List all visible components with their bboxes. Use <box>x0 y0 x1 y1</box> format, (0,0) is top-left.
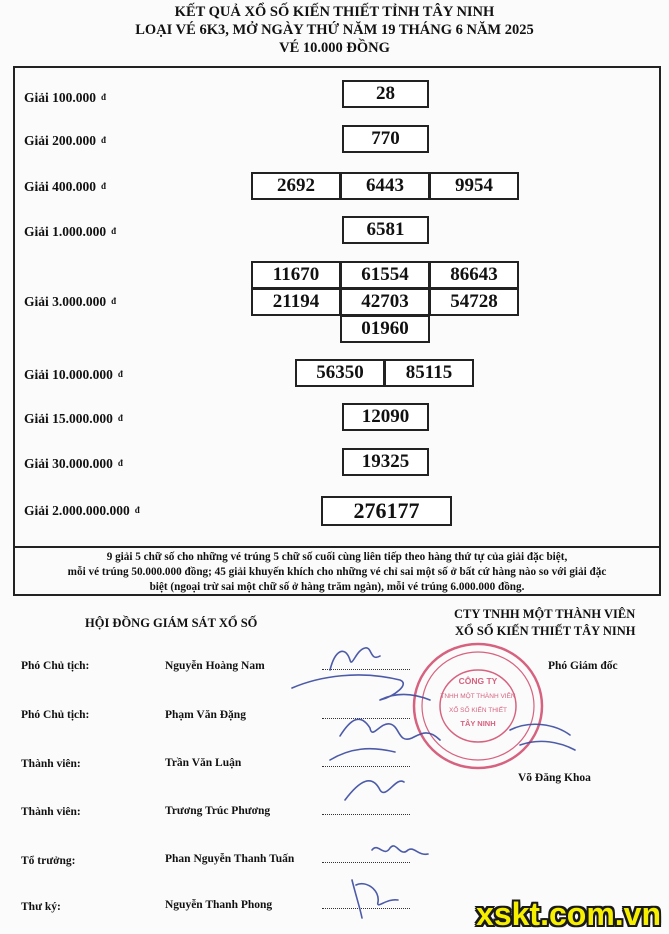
member-name: Phan Nguyễn Thanh Tuấn <box>165 853 295 865</box>
prize-label: Giải 15.000.000 đ <box>24 411 123 426</box>
prize-number: 12090 <box>342 403 429 431</box>
member-role: Phó Chủ tịch: <box>21 660 90 672</box>
prize-number: 56350 <box>295 359 385 387</box>
company-line-1: CTY TNHH MỘT THÀNH VIÊN <box>454 607 636 621</box>
member-name: Nguyễn Thanh Phong <box>165 899 273 911</box>
svg-text:TNHH MỘT THÀNH VIÊN: TNHH MỘT THÀNH VIÊN <box>440 693 516 700</box>
header-line-2: LOẠI VÉ 6K3, MỞ NGÀY THỨ NĂM 19 THÁNG 6 NĂM 2025 <box>135 22 534 38</box>
company-stamp <box>414 644 542 768</box>
special-prize-number: 276177 <box>321 496 452 526</box>
prize-number: 9954 <box>429 172 519 200</box>
svg-text:XỔ SỐ KIẾN THIẾT: XỔ SỐ KIẾN THIẾT <box>448 707 508 714</box>
member-role: Thư ký: <box>21 901 61 913</box>
prize-number: 85115 <box>384 359 474 387</box>
prize-number: 61554 <box>340 261 430 289</box>
svg-text:CÔNG TY: CÔNG TY <box>458 676 498 686</box>
prize-label: Giải 3.000.000 đ <box>24 294 117 309</box>
header-line-1: KẾT QUẢ XỔ SỐ KIẾN THIẾT TỈNH TÂY NINH <box>174 4 495 20</box>
header-line-3: VÉ 10.000 ĐỒNG <box>279 40 390 56</box>
prize-label: Giải 200.000 đ <box>24 133 107 148</box>
prize-number: 01960 <box>340 315 430 343</box>
prize-label: Giải 30.000.000 đ <box>24 456 123 471</box>
special-prize-label: Giải 2.000.000.000 đ <box>24 503 140 518</box>
prize-label: Giải 100.000 đ <box>24 90 107 105</box>
member-role: Phó Chủ tịch: <box>21 709 90 721</box>
prize-label: Giải 400.000 đ <box>24 179 107 194</box>
prize-number: 6443 <box>340 172 430 200</box>
member-name: Nguyễn Hoàng Nam <box>165 660 265 672</box>
company-position: Phó Giám đốc <box>548 660 618 672</box>
note-line: mỗi vé trúng 50.000.000 đồng; 45 giải khuyến khích cho những vé chỉ sai một số ở bất cứ hàng nào so với giải đặc <box>67 566 607 578</box>
prize-number: 21194 <box>251 288 341 316</box>
prize-label: Giải 1.000.000 đ <box>24 224 117 239</box>
council-title: HỘI ĐỒNG GIÁM SÁT XỔ SỐ <box>85 616 258 630</box>
prize-number: 28 <box>342 80 429 108</box>
company-signer: Võ Đăng Khoa <box>518 772 591 784</box>
note-line: 9 giải 5 chữ số cho những vé trúng 5 chữ số cuối cùng liên tiếp theo hàng thứ tự của giải đặc biệt, <box>106 551 568 563</box>
prize-number: 19325 <box>342 448 429 476</box>
member-role: Thành viên: <box>21 758 81 770</box>
prize-number: 6581 <box>342 216 429 244</box>
prize-number: 54728 <box>429 288 519 316</box>
note-line: biệt (ngoại trừ sai một chữ số ở hàng trăm ngàn), mỗi vé trúng 6.000.000 đồng. <box>149 581 525 593</box>
member-name: Phạm Văn Đặng <box>165 709 246 721</box>
member-role: Thành viên: <box>21 806 81 818</box>
svg-text:TÂY NINH: TÂY NINH <box>460 719 496 728</box>
prize-number: 86643 <box>429 261 519 289</box>
prize-number: 11670 <box>251 261 341 289</box>
member-name: Trương Trúc Phương <box>165 805 271 817</box>
member-name: Trần Văn Luận <box>165 757 242 769</box>
company-line-2: XỔ SỐ KIẾN THIẾT TÂY NINH <box>455 624 636 638</box>
member-role: Tổ trưởng: <box>21 855 76 867</box>
prize-number: 42703 <box>340 288 430 316</box>
prize-number: 770 <box>342 125 429 153</box>
watermark: xskt.com.vn <box>476 896 661 932</box>
prize-label: Giải 10.000.000 đ <box>24 367 123 382</box>
handwritten-signatures <box>292 648 575 918</box>
prize-number: 2692 <box>251 172 341 200</box>
